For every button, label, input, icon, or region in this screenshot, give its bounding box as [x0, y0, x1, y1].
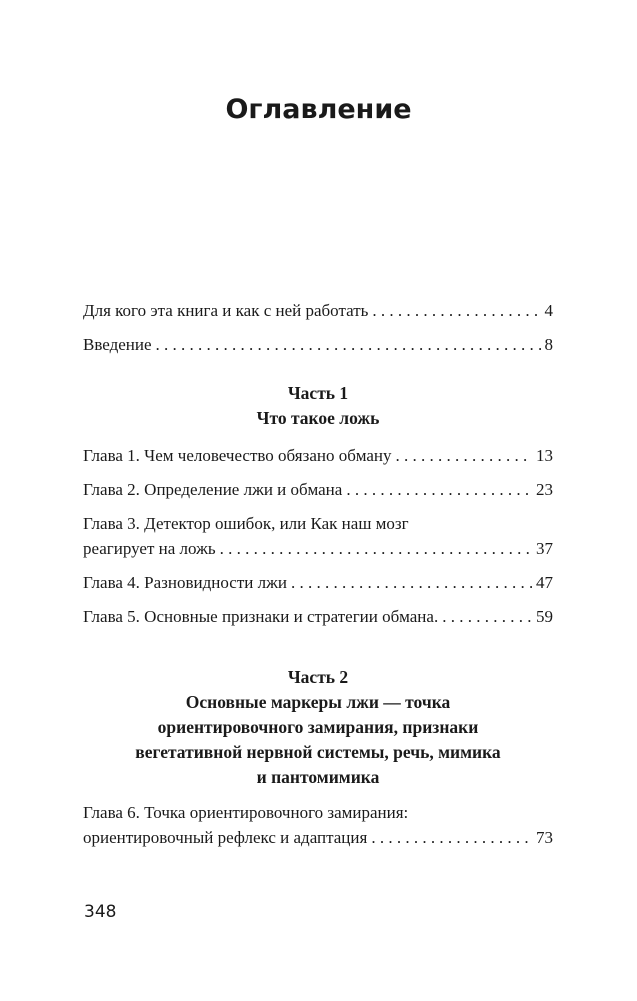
part-1-heading	[83, 381, 553, 431]
toc-entry-page: 37	[536, 539, 553, 558]
toc-entry-text: Глава 5. Основные признаки и стратегии обмана.	[83, 607, 439, 626]
toc-entry-page: 47	[536, 573, 553, 592]
page-number: 348	[84, 902, 117, 922]
toc-entry-page: 8	[544, 335, 553, 354]
toc-entry-text: Введение	[83, 335, 152, 354]
part-2-heading	[83, 665, 553, 790]
dot-leader	[346, 477, 532, 502]
toc-entry-introduction[interactable]	[83, 332, 553, 357]
part-title-line: и пантомимика	[256, 767, 380, 787]
part-title-line: Основные маркеры лжи — точка	[185, 692, 451, 712]
toc-entry-intro-for-whom[interactable]	[83, 298, 553, 323]
dot-leader	[372, 298, 540, 323]
toc-entry-text-line-1: Глава 3. Детектор ошибок, или Как наш мозг	[83, 514, 409, 533]
toc-entry-page: 23	[536, 480, 553, 499]
toc-entry-text: Глава 4. Разновидности лжи	[83, 573, 287, 592]
dot-leader	[220, 536, 532, 561]
toc-entry-text: Глава 2. Определение лжи и обмана	[83, 480, 343, 499]
dot-leader	[371, 825, 532, 850]
dot-leader	[291, 570, 532, 595]
dot-leader	[156, 332, 541, 357]
dot-leader	[395, 443, 532, 468]
toc-entry-text-line-2: ориентировочный рефлекс и адаптация	[83, 828, 368, 847]
page-title: Оглавление	[225, 94, 412, 125]
toc-entry-chapter-5[interactable]	[83, 604, 553, 629]
part-title: Что такое ложь	[256, 408, 380, 428]
toc-entry-page: 73	[536, 828, 553, 847]
toc-entry-text: Для кого эта книга и как с ней работать	[83, 301, 369, 320]
part-label: Часть 2	[287, 667, 349, 687]
toc-entry-chapter-6[interactable]	[83, 800, 553, 850]
toc-entry-chapter-3[interactable]	[83, 511, 553, 561]
toc-entry-chapter-1[interactable]	[83, 443, 553, 468]
table-of-contents	[83, 298, 553, 859]
toc-entry-chapter-4[interactable]	[83, 570, 553, 595]
toc-entry-text-line-1: Глава 6. Точка ориентировочного замирания:	[83, 803, 409, 822]
part-label: Часть 1	[287, 383, 349, 403]
toc-entry-chapter-2[interactable]	[83, 477, 553, 502]
toc-entry-page: 13	[536, 446, 553, 465]
toc-entry-text: Глава 1. Чем человечество обязано обману	[83, 446, 392, 465]
toc-entry-text-line-2: реагирует на ложь	[83, 539, 216, 558]
part-title-line: ориентировочного замирания, признаки	[157, 717, 479, 737]
toc-entry-page: 4	[544, 301, 553, 320]
part-title-line: вегетативной нервной системы, речь, мимика	[135, 742, 501, 762]
dot-leader	[442, 604, 532, 629]
toc-entry-page: 59	[536, 607, 553, 626]
